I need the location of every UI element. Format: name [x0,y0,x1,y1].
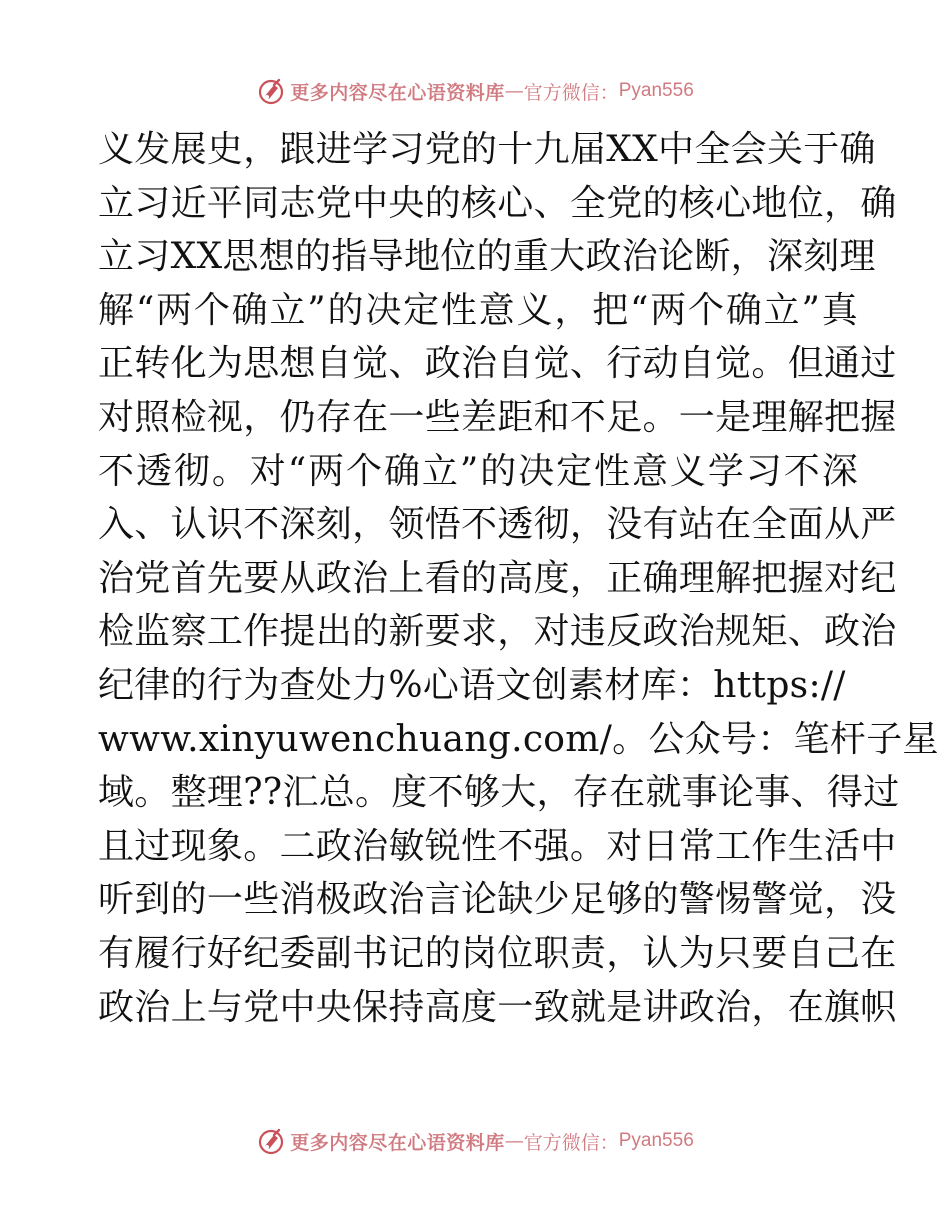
text-line: 不透彻。对“两个确立”的决定性意义学习不深 [98,450,858,492]
text-line: 且过现象。二政治敏锐性不强。对日常工作生活中 [98,825,897,867]
brand-logo-icon [256,76,286,106]
text-line: 义发展史，跟进学习党的十九届XX中全会关于确 [98,129,876,170]
footer-watermark-separator: — [504,1130,524,1152]
text-line: 有履行好纪委副书记的岗位职责，认为只要自己在 [98,932,897,974]
header-watermark-label: 官方微信： [523,81,619,104]
text-line: www.xinyuwenchuang.com/。公众号：笔杆子星 [98,718,939,760]
document-body [98,123,939,1034]
footer-watermark [0,1124,950,1158]
header-watermark-separator: — [504,80,524,102]
header-watermark-id: Pyan556 [618,80,694,101]
text-line: 解“两个确立”的决定性意义，把“两个确立”真 [98,289,858,331]
text-line: 检监察工作提出的新要求，对违反政治规矩、政治 [98,611,897,653]
text-line: 纪律的行为查处力%心语文创素材库：https:// [98,664,846,706]
text-line: 听到的一些消极政治言论缺少足够的警惕警觉，没 [98,879,897,921]
text-line: 对照检视，仍存在一些差距和不足。一是理解把握 [98,396,897,438]
footer-watermark-label: 官方微信： [523,1131,619,1154]
text-line: 立习XX思想的指导地位的重大政治论断，深刻理 [98,236,876,278]
text-line: 正转化为思想自觉、政治自觉、行动自觉。但通过 [98,343,897,385]
header-watermark-text: 更多内容尽在心语资料库 [290,81,505,104]
text-line: 入、认识不深刻，领悟不透彻，没有站在全面从严 [98,504,897,546]
text-line: 治党首先要从政治上看的高度，正确理解把握对纪 [98,557,897,599]
text-line: 政治上与党中央保持高度一致就是讲政治，在旗帜 [98,986,897,1028]
brand-logo-icon [256,1126,286,1156]
text-line: 域。整理??汇总。度不够大，存在就事论事、得过 [98,772,900,814]
header-watermark [0,74,950,108]
footer-watermark-text: 更多内容尽在心语资料库 [290,1131,505,1154]
text-line: 立习近平同志党中央的核心、全党的核心地位，确 [98,182,897,224]
footer-watermark-id: Pyan556 [618,1130,694,1151]
